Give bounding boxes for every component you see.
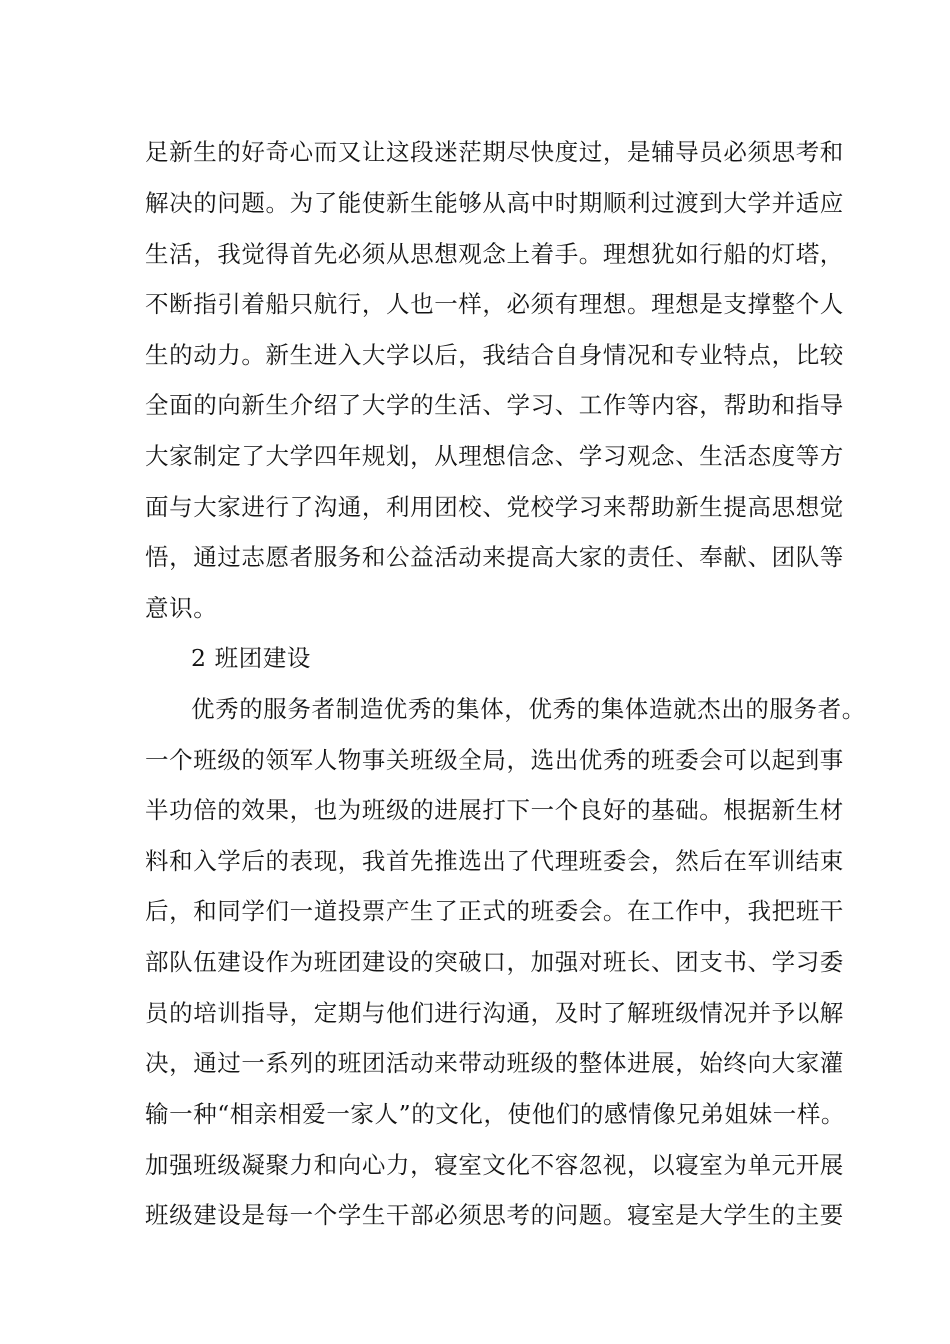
text-line: 料和入学后的表现，我首先推选出了代理班委会，然后在军训结束 <box>145 847 844 875</box>
text-line: 员的培训指导，定期与他们进行沟通，及时了解班级情况并予以解 <box>145 999 844 1027</box>
text-line: 部队伍建设作为班团建设的突破口，加强对班长、团支书、学习委 <box>145 948 844 976</box>
text-line: 加强班级凝聚力和向心力，寝室文化不容忽视，以寝室为单元开展 <box>145 1151 844 1179</box>
text-line: 半功倍的效果，也为班级的进展打下一个良好的基础。根据新生材 <box>145 796 844 824</box>
text-line: 决，通过一系列的班团活动来带动班级的整体进展，始终向大家灌 <box>145 1049 844 1077</box>
section-heading: 2 班团建设 <box>191 644 312 672</box>
text-line: 班级建设是每一个学生干部必须思考的问题。寝室是大学生的主要 <box>145 1201 844 1229</box>
text-line: 优秀的服务者制造优秀的集体，优秀的集体造就杰出的服务者。 <box>191 695 866 723</box>
text-line: 意识。 <box>145 594 218 622</box>
text-line: 生的动力。新生进入大学以后，我结合自身情况和专业特点，比较 <box>145 341 844 369</box>
text-line: 生活，我觉得首先必须从思想观念上着手。理想犹如行船的灯塔， <box>145 240 844 268</box>
text-line: 面与大家进行了沟通，利用团校、党校学习来帮助新生提高思想觉 <box>145 493 844 521</box>
text-line: 悟，通过志愿者服务和公益活动来提高大家的责任、奉献、团队等 <box>145 543 844 571</box>
text-line: 足新生的好奇心而又让这段迷茫期尽快度过，是辅导员必须思考和 <box>145 138 844 166</box>
text-line: 不断指引着船只航行，人也一样，必须有理想。理想是支撑整个人 <box>145 290 844 318</box>
text-line: 输一种“相亲相爱一家人”的文化，使他们的感情像兄弟姐妹一样。 <box>145 1100 846 1128</box>
text-line: 一个班级的领军人物事关班级全局，选出优秀的班委会可以起到事 <box>145 746 844 774</box>
text-line: 全面的向新生介绍了大学的生活、学习、工作等内容，帮助和指导 <box>145 391 844 419</box>
text-line: 解决的问题。为了能使新生能够从高中时期顺利过渡到大学并适应 <box>145 189 844 217</box>
text-line: 大家制定了大学四年规划，从理想信念、学习观念、生活态度等方 <box>145 442 844 470</box>
text-line: 后，和同学们一道投票产生了正式的班委会。在工作中，我把班干 <box>145 897 844 925</box>
